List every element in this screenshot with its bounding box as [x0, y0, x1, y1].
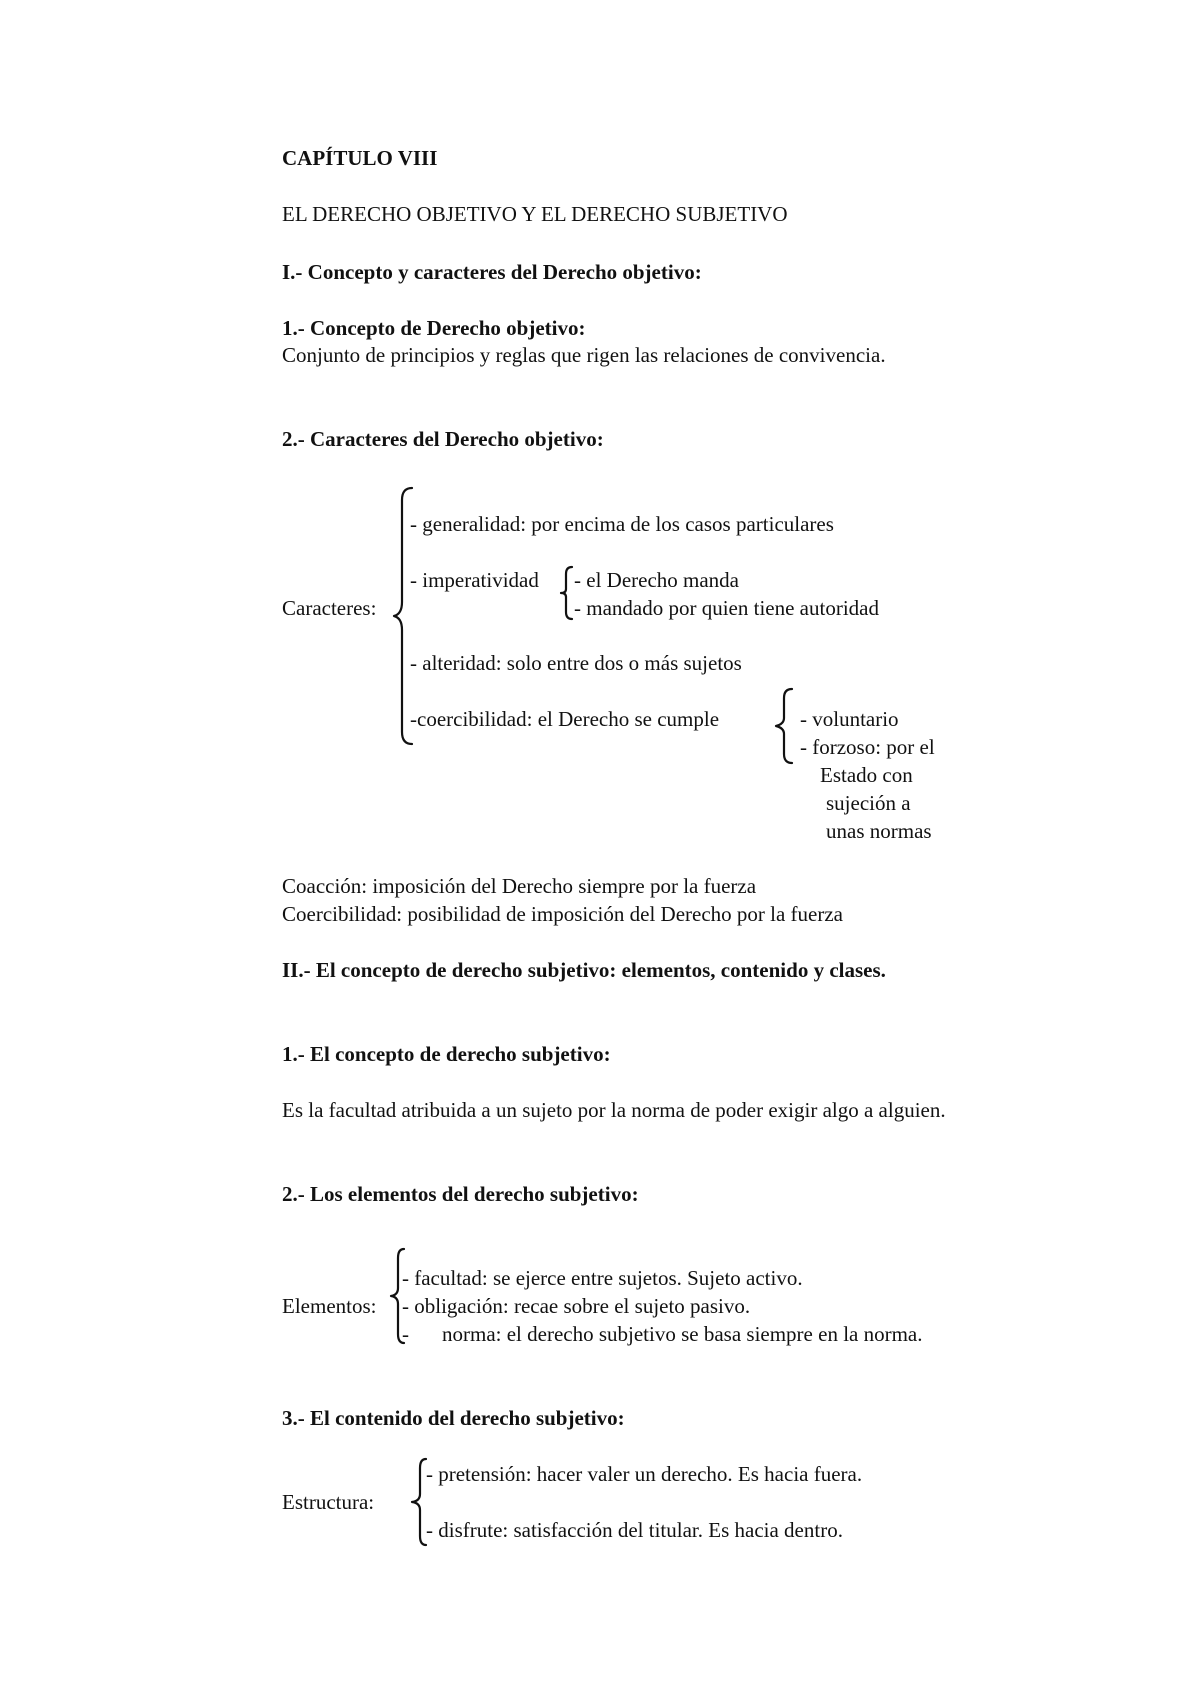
coercibilidad-item-4: sujeción a: [826, 791, 911, 815]
subheading-concepto-objetivo: 1.- Concepto de Derecho objetivo:: [282, 316, 586, 340]
imperatividad-item-2: - mandado por quien tiene autoridad: [574, 596, 879, 620]
imperatividad-item-1: - el Derecho manda: [574, 568, 739, 592]
scheme-label-elementos: Elementos:: [282, 1294, 377, 1318]
coercibilidad-item-1: - voluntario: [800, 707, 899, 731]
item-alteridad: - alteridad: solo entre dos o más sujetos: [410, 651, 742, 675]
item-coercibilidad: -coercibilidad: el Derecho se cumple: [410, 707, 720, 731]
paragraph-concepto-objetivo: Conjunto de principios y reglas que rigen las relaciones de convivencia.: [282, 343, 886, 367]
item-imperatividad: - imperatividad: [410, 568, 539, 592]
section-heading-1: I.- Concepto y caracteres del Derecho objetivo:: [282, 260, 702, 284]
definition-coaccion: Coacción: imposición del Derecho siempre por la fuerza: [282, 874, 757, 898]
curly-brace-icon: [772, 686, 796, 766]
coercibilidad-item-3: Estado con: [820, 763, 913, 787]
subheading-caracteres: 2.- Caracteres del Derecho objetivo:: [282, 427, 604, 451]
estructura-disfrute: - disfrute: satisfacción del titular. Es hacia dentro.: [426, 1518, 843, 1542]
elemento-facultad: - facultad: se ejerce entre sujetos. Sujeto activo.: [402, 1266, 803, 1290]
estructura-pretension: - pretensión: hacer valer un derecho. Es hacia fuera.: [426, 1462, 863, 1486]
elemento-obligacion: - obligación: recae sobre el sujeto pasivo.: [402, 1294, 751, 1318]
coercibilidad-item-2: - forzoso: por el: [800, 735, 935, 759]
section-heading-2: II.- El concepto de derecho subjetivo: elementos, contenido y clases.: [282, 958, 886, 982]
elemento-norma: norma: el derecho subjetivo se basa siempre en la norma.: [442, 1322, 923, 1346]
scheme-label-estructura: Estructura:: [282, 1490, 375, 1514]
paragraph-concepto-subjetivo: Es la facultad atribuida a un sujeto por la norma de poder exigir algo a alguien.: [282, 1098, 946, 1122]
chapter-heading: CAPÍTULO VIII: [282, 146, 438, 170]
elemento-norma-dash: -: [402, 1322, 409, 1346]
subheading-contenido: 3.- El contenido del derecho subjetivo:: [282, 1406, 625, 1430]
coercibilidad-item-5: unas normas: [826, 819, 932, 843]
scheme-label-caracteres: Caracteres:: [282, 596, 377, 620]
chapter-title: EL DERECHO OBJETIVO Y EL DERECHO SUBJETIVO: [282, 202, 788, 226]
item-generalidad: - generalidad: por encima de los casos particulares: [410, 512, 834, 536]
definition-coercibilidad: Coercibilidad: posibilidad de imposición del Derecho por la fuerza: [282, 902, 843, 926]
subheading-concepto-subjetivo: 1.- El concepto de derecho subjetivo:: [282, 1042, 611, 1066]
subheading-elementos: 2.- Los elementos del derecho subjetivo:: [282, 1182, 639, 1206]
